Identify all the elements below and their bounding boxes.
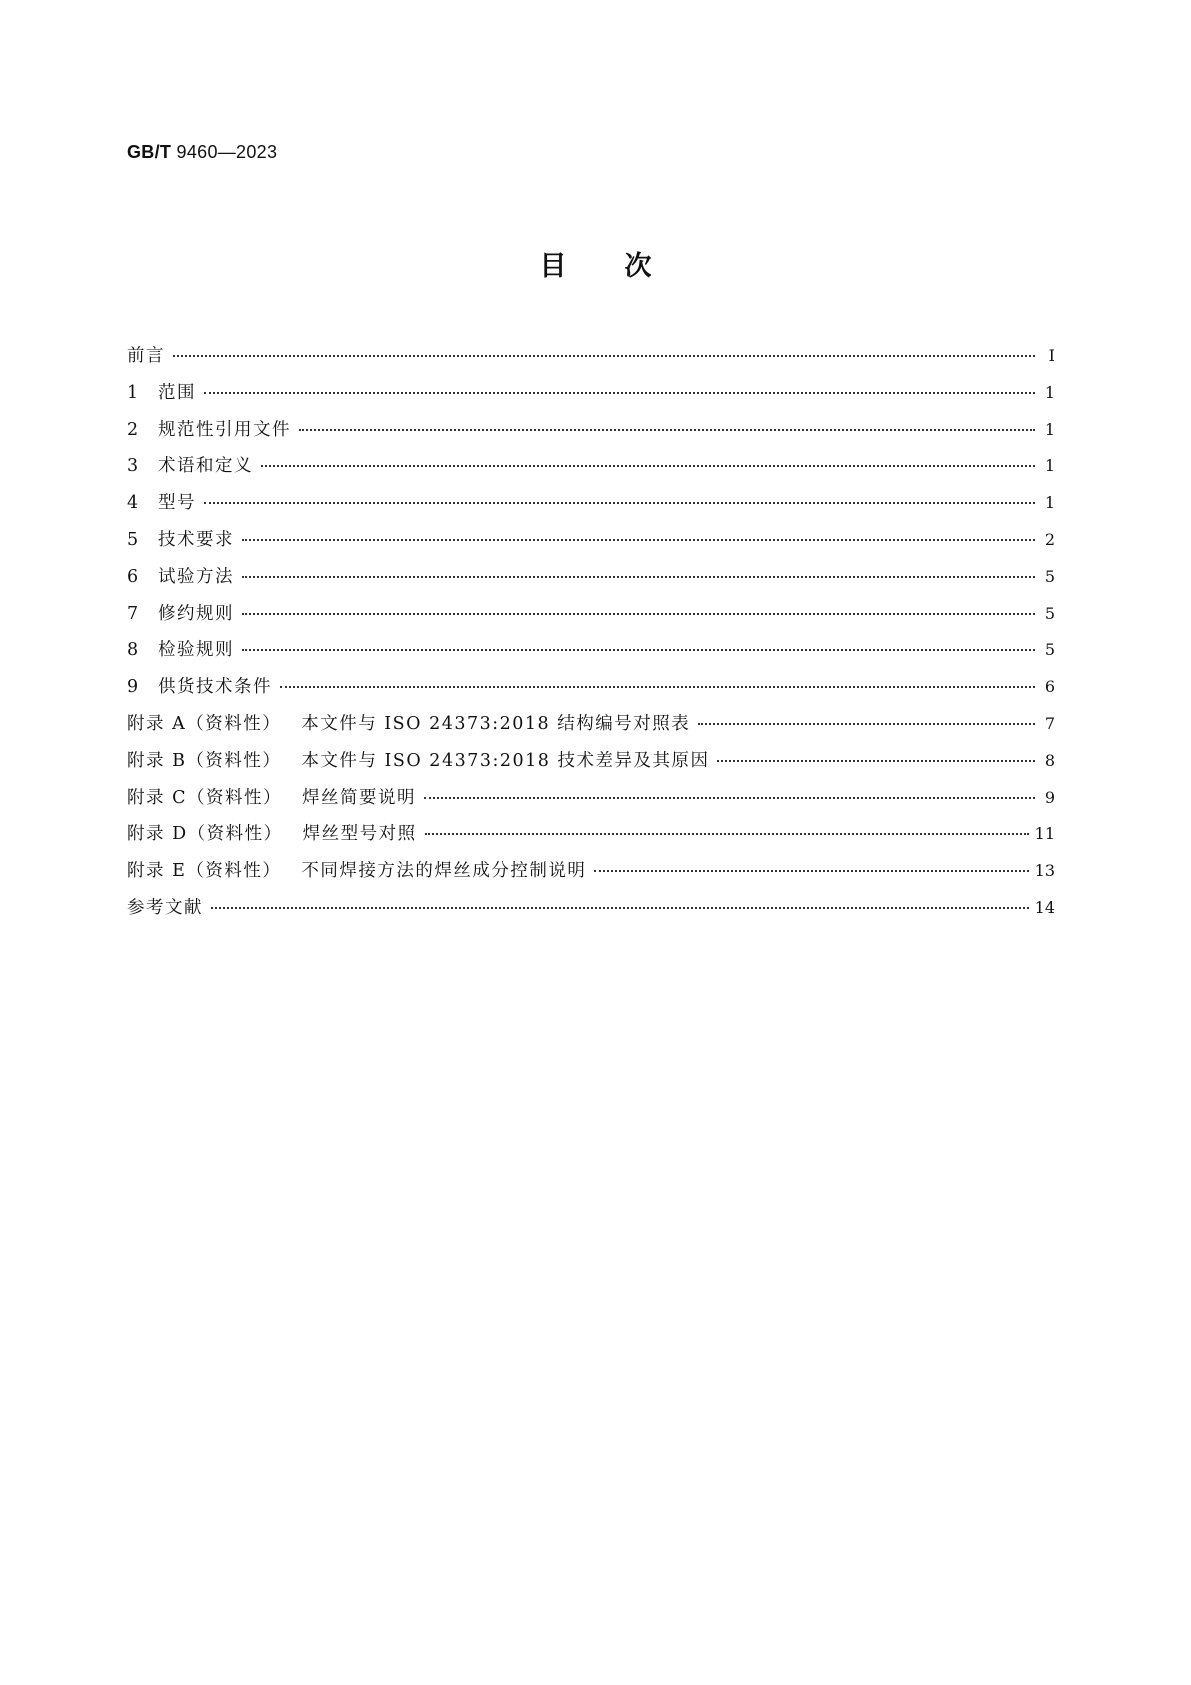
toc-entry-annex: 附录 C（资料性） xyxy=(127,787,282,808)
toc-entry[interactable] xyxy=(127,565,1055,602)
toc-entry-label xyxy=(127,565,234,589)
toc-entry-title: 焊丝简要说明 xyxy=(301,787,416,808)
toc-entry-label xyxy=(127,491,196,515)
toc-entry[interactable] xyxy=(127,602,1055,639)
toc-leader-dots xyxy=(204,502,1035,504)
table-of-contents xyxy=(127,344,1055,933)
toc-entry-label xyxy=(127,822,417,846)
toc-entry-annex: 附录 A（资料性） xyxy=(127,713,282,734)
toc-leader-dots xyxy=(173,355,1035,357)
toc-entry-annex: 附录 E（资料性） xyxy=(127,861,282,882)
toc-entry-label xyxy=(127,749,709,773)
toc-leader-dots xyxy=(261,465,1035,467)
toc-entry[interactable] xyxy=(127,896,1055,933)
toc-entry-page: 14 xyxy=(1034,897,1055,917)
toc-leader-dots xyxy=(280,686,1035,688)
toc-entry-page: 5 xyxy=(1044,603,1055,623)
toc-entry-number: 1 xyxy=(127,382,139,403)
toc-entry-number: 7 xyxy=(127,603,139,624)
toc-leader-dots xyxy=(242,649,1035,651)
toc-entry-page: 11 xyxy=(1034,824,1055,844)
toc-entry-number: 3 xyxy=(127,456,139,477)
toc-entry[interactable] xyxy=(127,712,1055,749)
toc-entry-page: Ⅰ xyxy=(1048,346,1055,365)
toc-entry-title: 试验方法 xyxy=(158,566,234,587)
page-title: 目次 xyxy=(539,251,710,282)
toc-entry-title: 术语和定义 xyxy=(158,456,253,477)
toc-entry-number: 6 xyxy=(127,566,139,587)
toc-entry[interactable] xyxy=(127,749,1055,786)
document-code xyxy=(127,142,277,163)
toc-leader-dots xyxy=(204,392,1035,394)
toc-entry-annex: 附录 D（资料性） xyxy=(127,824,283,845)
toc-entry[interactable] xyxy=(127,822,1055,859)
toc-entry-page: 5 xyxy=(1044,566,1055,586)
toc-leader-dots xyxy=(698,723,1035,725)
toc-entry-number: 9 xyxy=(127,677,139,698)
toc-entry-label xyxy=(127,418,291,442)
toc-entry-label xyxy=(127,786,416,810)
document-code-prefix: GB/T xyxy=(127,142,172,162)
toc-entry[interactable] xyxy=(127,528,1055,565)
toc-leader-dots xyxy=(594,870,1028,872)
toc-entry-page: 1 xyxy=(1044,382,1055,402)
toc-leader-dots xyxy=(242,613,1035,615)
toc-entry-title: 技术要求 xyxy=(158,529,234,550)
toc-entry[interactable] xyxy=(127,381,1055,418)
toc-entry-page: 7 xyxy=(1044,713,1055,733)
toc-entry-page: 2 xyxy=(1044,529,1055,549)
toc-leader-dots xyxy=(717,760,1035,762)
toc-entry[interactable] xyxy=(127,675,1055,712)
toc-entry-title: 本文件与 ISO 24373:2018 技术差异及其原因 xyxy=(301,750,710,771)
toc-entry-title: 规范性引用文件 xyxy=(158,419,291,440)
toc-entry-number: 4 xyxy=(127,493,139,514)
toc-entry-label xyxy=(127,381,196,405)
toc-entry-label xyxy=(127,896,203,920)
toc-entry-number: 5 xyxy=(127,529,139,550)
toc-entry-number: 2 xyxy=(127,419,139,440)
toc-entry-page: 1 xyxy=(1044,493,1055,513)
toc-entry-label xyxy=(127,675,272,699)
toc-leader-dots xyxy=(211,907,1029,909)
toc-entry-title: 修约规则 xyxy=(158,603,234,624)
toc-entry-title: 范围 xyxy=(158,382,196,403)
toc-leader-dots xyxy=(242,576,1035,578)
toc-entry[interactable] xyxy=(127,344,1055,381)
toc-entry-page: 9 xyxy=(1044,787,1055,807)
toc-leader-dots xyxy=(299,429,1035,431)
toc-entry-title: 型号 xyxy=(158,493,196,514)
toc-entry[interactable] xyxy=(127,454,1055,491)
toc-entry-title: 焊丝型号对照 xyxy=(302,824,417,845)
toc-entry-label xyxy=(127,638,234,662)
toc-entry-page: 13 xyxy=(1034,861,1055,881)
toc-entry-page: 5 xyxy=(1044,640,1055,660)
toc-entry-title: 检验规则 xyxy=(158,640,234,661)
toc-entry-label xyxy=(127,528,234,552)
toc-entry-page: 1 xyxy=(1044,419,1055,439)
toc-leader-dots xyxy=(424,797,1035,799)
toc-entry-label xyxy=(127,859,586,883)
document-code-number: 9460—2023 xyxy=(176,142,278,162)
toc-entry[interactable] xyxy=(127,418,1055,455)
toc-entry-title: 供货技术条件 xyxy=(158,677,272,698)
toc-entry-number: 8 xyxy=(127,640,139,661)
toc-entry-label xyxy=(127,712,690,736)
toc-entry[interactable] xyxy=(127,491,1055,528)
toc-entry-label xyxy=(127,454,253,478)
toc-entry-annex: 附录 B（资料性） xyxy=(127,750,282,771)
toc-entry[interactable] xyxy=(127,786,1055,823)
toc-entry-title: 不同焊接方法的焊丝成分控制说明 xyxy=(301,861,587,882)
toc-leader-dots xyxy=(425,833,1029,835)
toc-entry-page: 6 xyxy=(1044,677,1055,697)
toc-entry-label xyxy=(127,602,234,626)
toc-entry-page: 1 xyxy=(1044,456,1055,476)
toc-entry-title: 参考文献 xyxy=(127,897,203,918)
toc-entry-label xyxy=(127,344,165,368)
toc-entry-page: 8 xyxy=(1044,750,1055,770)
toc-entry-title: 前言 xyxy=(127,346,165,366)
toc-entry[interactable] xyxy=(127,638,1055,675)
toc-entry[interactable] xyxy=(127,859,1055,896)
toc-entry-title: 本文件与 ISO 24373:2018 结构编号对照表 xyxy=(301,713,691,734)
toc-leader-dots xyxy=(242,539,1035,541)
